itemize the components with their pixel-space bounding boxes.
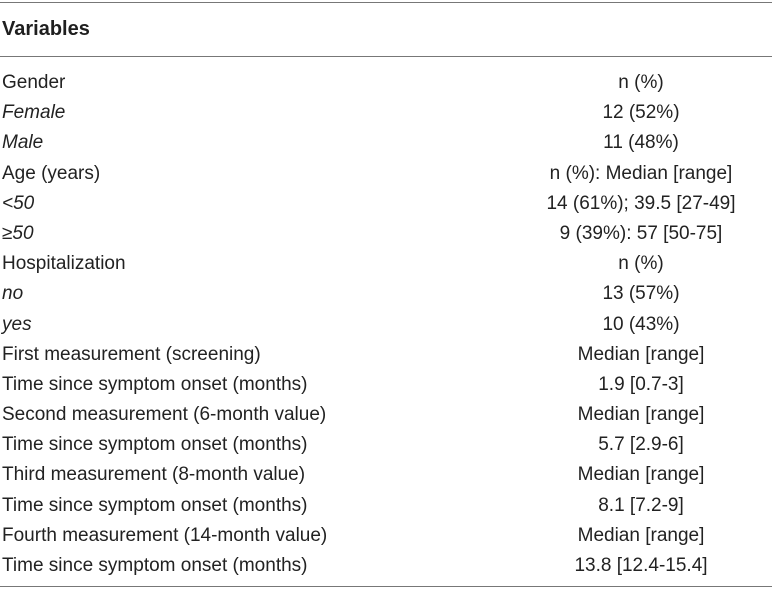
variable-cell: no <box>2 283 24 305</box>
value-cell: 11 (48%) <box>603 132 679 154</box>
variable-cell: Female <box>2 102 66 124</box>
value-cell: 12 (52%) <box>602 102 680 124</box>
column-header-variables: Variables <box>2 18 90 40</box>
value-cell: 5.7 [2.9-6] <box>598 434 684 456</box>
table-row <box>0 551 772 581</box>
table-row <box>0 279 772 309</box>
variable-cell: Time since symptom onset (months) <box>2 373 308 395</box>
variable-cell: Time since symptom onset (months) <box>2 555 308 576</box>
table-body <box>0 68 772 581</box>
variable-cell: First measurement (screening) <box>2 343 261 365</box>
table-top-rule <box>0 2 772 3</box>
variable-cell: Fourth measurement (14-month value) <box>2 524 328 546</box>
table-bottom-rule <box>0 586 772 587</box>
value-cell: Median [range] <box>577 464 705 486</box>
variable-cell: Time since symptom onset (months) <box>2 434 308 456</box>
value-cell: 13.8 [12.4-15.4] <box>574 555 708 576</box>
table-row <box>0 68 772 98</box>
table-row <box>0 340 772 370</box>
value-cell: Median [range] <box>577 404 705 426</box>
table-row <box>0 460 772 490</box>
value-cell: 1.9 [0.7-3] <box>598 373 684 395</box>
table-row <box>0 128 772 158</box>
variable-cell: Male <box>2 132 44 154</box>
value-cell: 9 (39%): 57 [50-75] <box>559 222 723 244</box>
value-cell: 14 (61%); 39.5 [27-49] <box>546 192 736 214</box>
value-cell: 13 (57%) <box>602 283 680 305</box>
table-row <box>0 98 772 128</box>
table-row <box>0 370 772 400</box>
table-row <box>0 159 772 189</box>
value-cell: Median [range] <box>577 524 705 546</box>
value-cell: n (%): Median [range] <box>549 162 733 184</box>
table-row <box>0 189 772 219</box>
table-row <box>0 400 772 430</box>
table-row <box>0 491 772 521</box>
value-cell: 8.1 [7.2-9] <box>598 494 684 516</box>
variable-cell: Age (years) <box>2 162 101 184</box>
value-cell: Median [range] <box>577 343 705 365</box>
table-header-rule <box>0 56 772 57</box>
variable-cell: Time since symptom onset (months) <box>2 494 308 516</box>
value-cell: 10 (43%) <box>602 313 680 335</box>
variable-cell: Third measurement (8-month value) <box>2 464 306 486</box>
table-row <box>0 430 772 460</box>
variable-cell: <50 <box>2 192 35 214</box>
value-cell: n (%) <box>618 72 664 93</box>
variable-cell: Hospitalization <box>2 253 126 275</box>
table-row <box>0 310 772 340</box>
table-row <box>0 521 772 551</box>
table-row <box>0 249 772 279</box>
variable-cell: Gender <box>2 72 66 93</box>
variable-cell: yes <box>2 313 32 335</box>
variable-cell: Second measurement (6-month value) <box>2 404 327 426</box>
variable-cell: ≥50 <box>2 222 34 244</box>
table-row <box>0 219 772 249</box>
value-cell: n (%) <box>618 253 664 275</box>
